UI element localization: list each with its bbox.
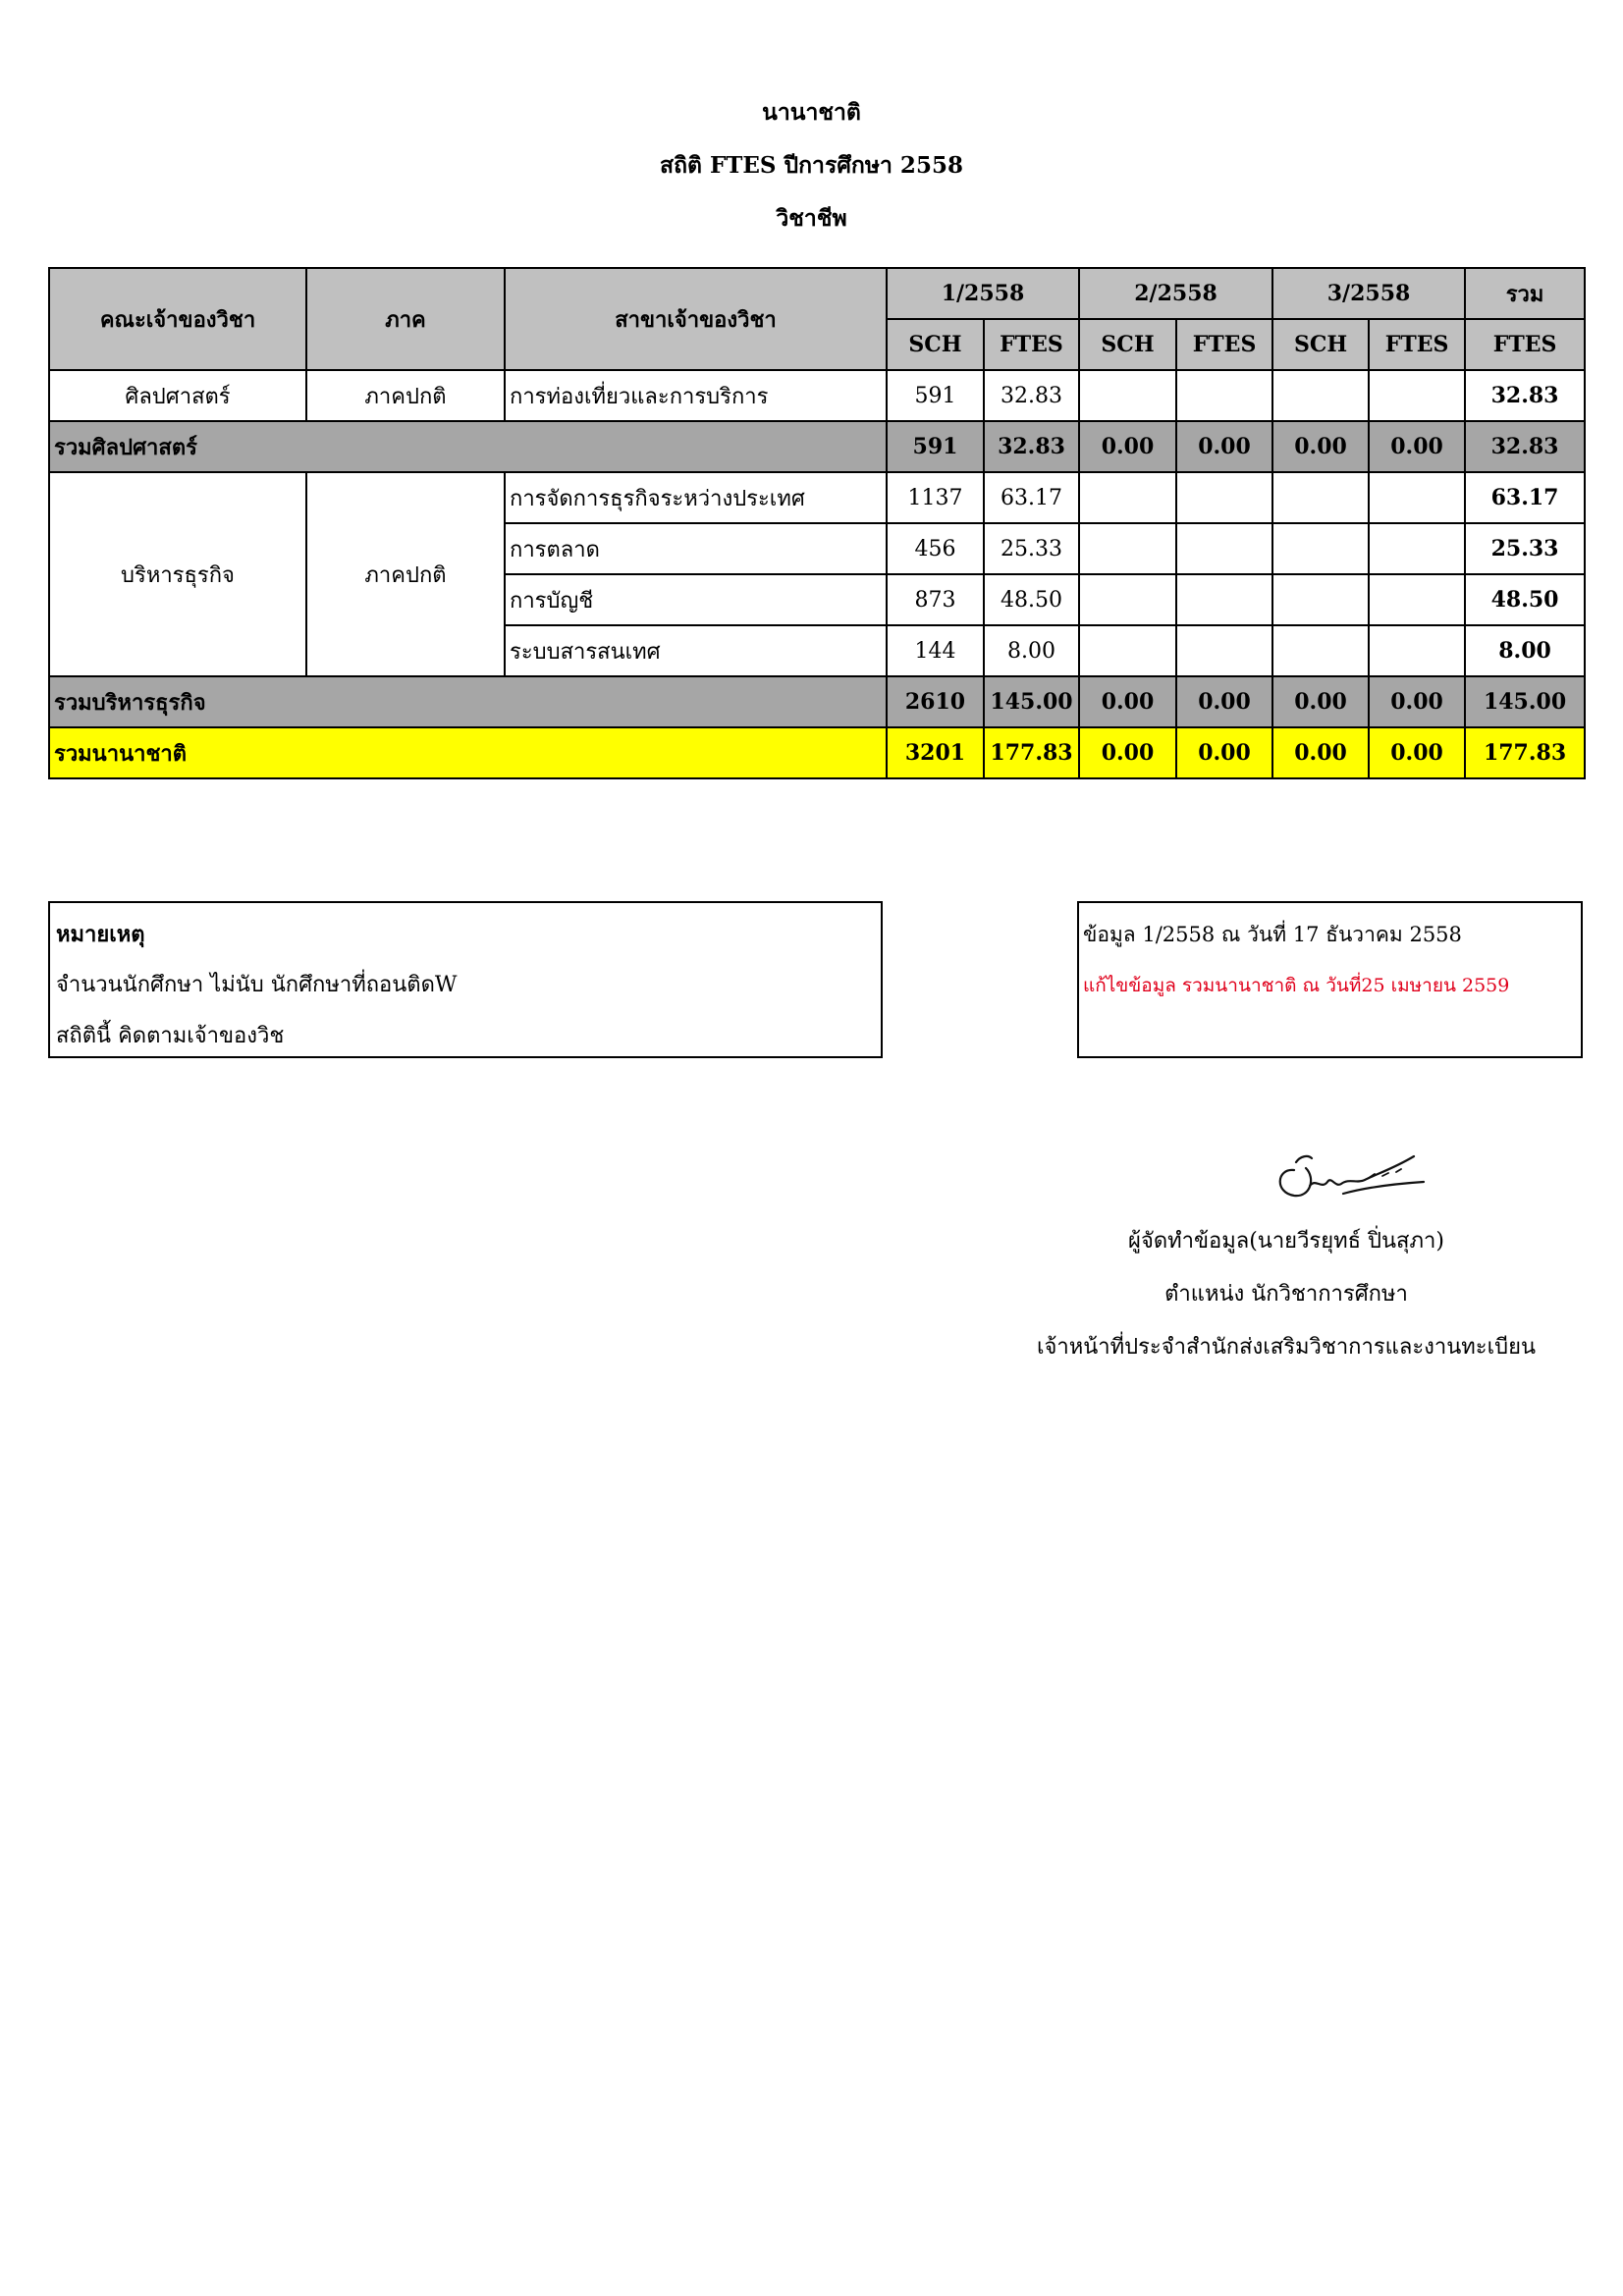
- sch3-cell: [1272, 472, 1369, 523]
- major-cell: การจัดการธุรกิจระหว่างประเทศ: [505, 472, 887, 523]
- signer-office: เจ้าหน้าที่ประจำสำนักส่งเสริมวิชาการและงานทะเบียน: [1036, 1335, 1537, 1360]
- faculty-cell: บริหารธุรกิจ: [49, 472, 306, 676]
- sch3-cell: [1272, 523, 1369, 574]
- header-section: ภาค: [306, 268, 505, 370]
- ftes3-cell: [1369, 370, 1465, 421]
- title-line-2: สถิติ FTES ปีการศึกษา 2558: [660, 152, 963, 179]
- sch3-cell: 0.00: [1272, 727, 1369, 778]
- sch2-cell: [1079, 523, 1176, 574]
- total-cell: 177.83: [1465, 727, 1585, 778]
- sch1-cell: 591: [887, 370, 984, 421]
- total-cell: 8.00: [1465, 625, 1585, 676]
- total-cell: 48.50: [1465, 574, 1585, 625]
- ftes1-cell: 32.83: [984, 421, 1079, 472]
- subtotal-row-arts: [49, 421, 1585, 472]
- sch3-cell: [1272, 625, 1369, 676]
- ftes1-cell: 32.83: [984, 370, 1079, 421]
- ftes2-cell: [1176, 523, 1272, 574]
- sch2-cell: 0.00: [1079, 421, 1176, 472]
- sch1-cell: 591: [887, 421, 984, 472]
- section-cell: ภาคปกติ: [306, 370, 505, 421]
- ftes2-cell: [1176, 625, 1272, 676]
- ftes3-cell: 0.00: [1369, 421, 1465, 472]
- sch2-cell: [1079, 370, 1176, 421]
- title-line-3: วิชาชีพ: [776, 205, 847, 232]
- header-term-1: 1/2558: [887, 268, 1079, 319]
- major-cell: การท่องเที่ยวและการบริการ: [505, 370, 887, 421]
- ftes3-cell: 0.00: [1369, 727, 1465, 778]
- notes-line-1: จำนวนนักศึกษา ไม่นับ นักศึกษาที่ถอนติดW: [56, 973, 458, 997]
- ftes3-cell: [1369, 523, 1465, 574]
- ftes1-cell: 25.33: [984, 523, 1079, 574]
- ftes1-cell: 177.83: [984, 727, 1079, 778]
- total-cell: 32.83: [1465, 370, 1585, 421]
- subtotal-label: รวมศิลปศาสตร์: [49, 421, 887, 472]
- section-cell: ภาคปกติ: [306, 472, 505, 676]
- header-sch-2: SCH: [1079, 319, 1176, 370]
- sch2-cell: [1079, 574, 1176, 625]
- data-date-box: [1077, 901, 1583, 1058]
- ftes3-cell: 0.00: [1369, 676, 1465, 727]
- header-faculty: คณะเจ้าของวิชา: [49, 268, 306, 370]
- ftes1-cell: 8.00: [984, 625, 1079, 676]
- header-ftes-3: FTES: [1369, 319, 1465, 370]
- subtotal-row-business: [49, 676, 1585, 727]
- sch3-cell: [1272, 574, 1369, 625]
- data-date-line: ข้อมูล 1/2558 ณ วันที่ 17 ธันวาคม 2558: [1083, 923, 1462, 946]
- edit-date-line: แก้ไขข้อมูล รวมนานาชาติ ณ วันที่25 เมษายน 2559: [1083, 975, 1510, 996]
- sch2-cell: [1079, 472, 1176, 523]
- table-row: [49, 472, 1585, 523]
- ftes1-cell: 48.50: [984, 574, 1079, 625]
- major-cell: การตลาด: [505, 523, 887, 574]
- grand-total-label: รวมนานาชาติ: [49, 727, 887, 778]
- header-major: สาขาเจ้าของวิชา: [505, 268, 887, 370]
- sch3-cell: [1272, 370, 1369, 421]
- ftes3-cell: [1369, 625, 1465, 676]
- total-cell: 32.83: [1465, 421, 1585, 472]
- total-cell: 25.33: [1465, 523, 1585, 574]
- subtotal-label: รวมบริหารธุรกิจ: [49, 676, 887, 727]
- sch1-cell: 144: [887, 625, 984, 676]
- ftes2-cell: 0.00: [1176, 421, 1272, 472]
- ftes3-cell: [1369, 574, 1465, 625]
- total-cell: 63.17: [1465, 472, 1585, 523]
- header-ftes-1: FTES: [984, 319, 1079, 370]
- ftes2-cell: [1176, 574, 1272, 625]
- ftes2-cell: [1176, 472, 1272, 523]
- ftes2-cell: 0.00: [1176, 727, 1272, 778]
- sch1-cell: 456: [887, 523, 984, 574]
- sch3-cell: 0.00: [1272, 421, 1369, 472]
- notes-line-2: สถิตินี้ คิดตามเจ้าของวิช: [56, 1024, 285, 1048]
- ftes2-cell: [1176, 370, 1272, 421]
- sch1-cell: 3201: [887, 727, 984, 778]
- sch1-cell: 2610: [887, 676, 984, 727]
- ftes1-cell: 145.00: [984, 676, 1079, 727]
- faculty-cell: ศิลปศาสตร์: [49, 370, 306, 421]
- ftes-statistics-table: [48, 267, 1586, 779]
- signer-name: ผู้จัดทำข้อมูล(นายวีรยุทธ์ ปิ่นสุภา): [1128, 1229, 1444, 1254]
- sch1-cell: 873: [887, 574, 984, 625]
- signature-image: [1267, 1139, 1443, 1217]
- header-sch-3: SCH: [1272, 319, 1369, 370]
- grand-total-row: [49, 727, 1585, 778]
- sch1-cell: 1137: [887, 472, 984, 523]
- title-line-1: นานาชาติ: [762, 99, 861, 126]
- signer-block: [982, 1215, 1591, 1374]
- table-row: [49, 370, 1585, 421]
- ftes3-cell: [1369, 472, 1465, 523]
- header-row-1: [49, 268, 1585, 319]
- header-total: รวม: [1465, 268, 1585, 319]
- sch2-cell: 0.00: [1079, 727, 1176, 778]
- sch2-cell: [1079, 625, 1176, 676]
- sch3-cell: 0.00: [1272, 676, 1369, 727]
- major-cell: ระบบสารสนเทศ: [505, 625, 887, 676]
- sch2-cell: 0.00: [1079, 676, 1176, 727]
- ftes2-cell: 0.00: [1176, 676, 1272, 727]
- header-ftes-2: FTES: [1176, 319, 1272, 370]
- notes-heading: หมายเหตุ: [56, 922, 145, 947]
- major-cell: การบัญชี: [505, 574, 887, 625]
- header-ftes-total: FTES: [1465, 319, 1585, 370]
- header-term-2: 2/2558: [1079, 268, 1272, 319]
- ftes1-cell: 63.17: [984, 472, 1079, 523]
- total-cell: 145.00: [1465, 676, 1585, 727]
- notes-box: [48, 901, 883, 1058]
- header-term-3: 3/2558: [1272, 268, 1465, 319]
- signer-position: ตำแหน่ง นักวิชาการศึกษา: [1164, 1282, 1408, 1307]
- header-sch-1: SCH: [887, 319, 984, 370]
- page-title-block: [0, 86, 1623, 245]
